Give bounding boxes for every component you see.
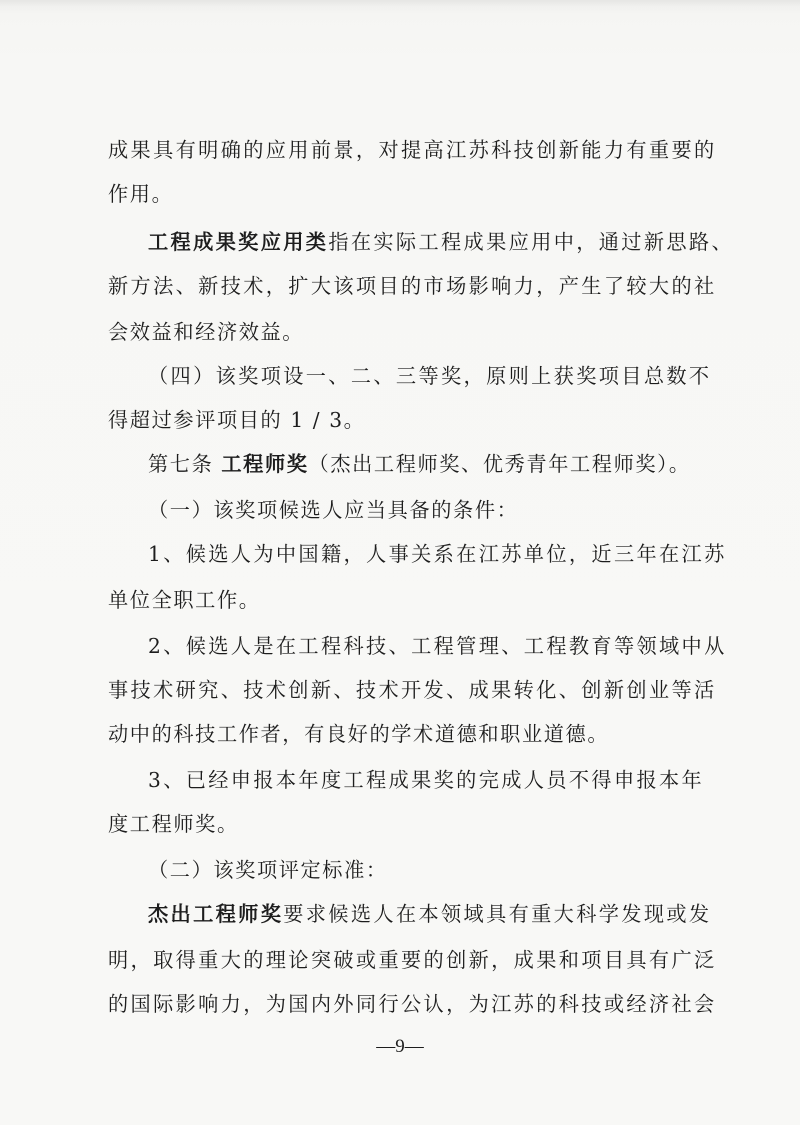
text-line: 明，取得重大的理论突破或重要的创新，成果和项目具有广泛 [108,948,717,972]
text-span: （杰出工程师奖、优秀青年工程师奖）。 [308,452,691,476]
bold-term: 工程成果奖应用类 [148,230,329,254]
text-line: （二）该奖项评定标准： [148,858,388,882]
text-line: 动中的科技工作者，有良好的学术道德和职业道德。 [108,722,610,746]
text-span: 要求候选人在本领域具有重大科学发现或发 [283,902,712,926]
text-line: 事技术研究、技术创新、技术开发、成果转化、创新创业等活 [108,678,717,702]
page-number: —9— [376,1036,424,1057]
text-line: 3、已经申报本年度工程成果奖的完成人员不得申报本年 [148,768,705,792]
text-line: 得超过参评项目的 1 / 3。 [108,408,366,432]
text-line: 1、候选人为中国籍，人事关系在江苏单位，近三年在江苏 [148,542,727,566]
text-line: 度工程师奖。 [108,812,239,836]
bold-term: 杰出工程师奖 [148,902,284,926]
text-line: 成果具有明确的应用前景，对提高江苏科技创新能力有重要的 [108,138,717,162]
text-line [148,900,712,928]
text-line: （一）该奖项候选人应当具备的条件： [148,498,519,522]
text-line: 会效益和经济效益。 [108,320,305,344]
article-number: 第七条 [148,452,222,476]
text-line: 作用。 [108,182,174,206]
text-line: 2、候选人是在工程科技、工程管理、工程教育等领域中从 [148,634,727,658]
text-line [148,228,734,256]
text-line: 新方法、新技术，扩大该项目的市场影响力，产生了较大的社 [108,274,717,298]
text-line: 单位全职工作。 [108,588,261,612]
text-line: 的国际影响力，为国内外同行公认，为江苏的科技或经济社会 [108,992,717,1016]
article-heading [148,450,698,478]
text-span: 指在实际工程成果应用中，通过新思路、 [328,230,734,254]
bold-term: 工程师奖 [221,452,309,476]
scan-edge [0,0,800,6]
text-line: （四）该奖项设一、二、三等奖，原则上获奖项目总数不 [148,364,712,388]
